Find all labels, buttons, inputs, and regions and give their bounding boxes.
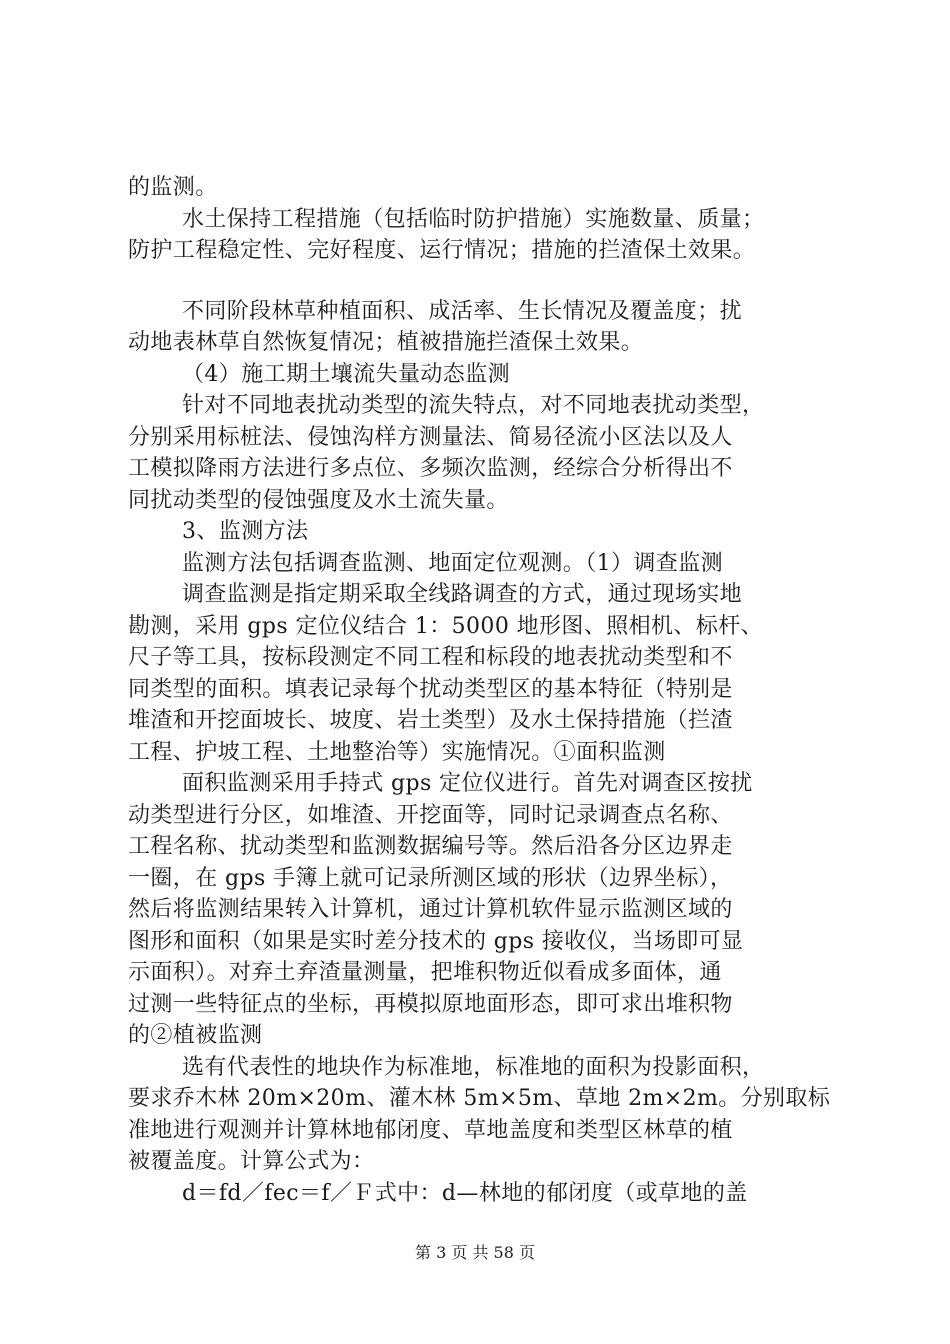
text-line: 一圈，在 gps 手簿上就可记录所测区域的形状（边界坐标）， bbox=[128, 865, 733, 891]
text-line: 图形和面积（如果是实时差分技术的 gps 接收仪，当场即可显 bbox=[128, 928, 744, 954]
text-line: 过测一些特征点的坐标，再模拟原地面形态，即可求出堆积物 bbox=[128, 991, 733, 1017]
text-line: 然后将监测结果转入计算机，通过计算机软件显示监测区域的 bbox=[128, 897, 733, 922]
text-line: 动地表林草自然恢复情况；植被措施拦渣保土效果。 bbox=[128, 330, 644, 355]
text-line: 工程名称、扰动类型和监测数据编号等。然后沿各分区边界走 bbox=[128, 834, 733, 859]
page-number-footer: 第 3 页 共 58 页 bbox=[415, 1243, 535, 1262]
section-heading: （4）施工期土壤流失量动态监测 bbox=[182, 361, 510, 387]
text-line: 被覆盖度。计算公式为： bbox=[128, 1149, 375, 1174]
text-line: 尺子等工具，按标段测定不同工程和标段的地表扰动类型和不 bbox=[128, 645, 733, 670]
text-line: 示面积）。对弃土弃渣量测量，把堆积物近似看成多面体，通 bbox=[128, 960, 722, 985]
text-line: 选有代表性的地块作为标准地，标准地的面积为投影面积， bbox=[182, 1054, 765, 1080]
text-line: 工程、护坡工程、土地整治等）实施情况。①面积监测 bbox=[128, 739, 666, 765]
text-line: 要求乔木林 20m×20m、灌木林 5m×5m、草地 2m×2m。分别取标 bbox=[128, 1086, 831, 1111]
document-body bbox=[128, 172, 838, 1209]
text-line: 面积监测采用手持式 gps 定位仪进行。首先对调查区按扰 bbox=[182, 771, 753, 796]
text-line: 针对不同地表扰动类型的流失特点，对不同地表扰动类型， bbox=[182, 393, 765, 418]
text-line: 工模拟降雨方法进行多点位、多频次监测，经综合分析得出不 bbox=[128, 456, 733, 481]
text-line: 同类型的面积。填表记录每个扰动类型区的基本特征（特别是 bbox=[128, 676, 733, 702]
paragraph-gap bbox=[128, 267, 838, 296]
text-line: 分别采用标桩法、侵蚀沟样方测量法、简易径流小区法以及人 bbox=[128, 424, 733, 450]
formula-line: d＝fd／fec＝f／Ｆ式中：d—林地的郁闭度（或草地的盖 bbox=[182, 1180, 748, 1206]
text-line: 不同阶段林草种植面积、成活率、生长情况及覆盖度；扰 bbox=[182, 298, 743, 324]
text-line: 同扰动类型的侵蚀强度及水土流失量。 bbox=[128, 487, 509, 513]
text-line: 防护工程稳定性、完好程度、运行情况；措施的拦渣保土效果。 bbox=[128, 238, 756, 263]
text-line: 勘测，采用 gps 定位仪结合 1：5000 地形图、照相机、标杆、 bbox=[128, 613, 764, 639]
text-line: 水土保持工程措施（包括临时防护措施）实施数量、质量； bbox=[182, 206, 765, 232]
text-line: 调查监测是指定期采取全线路调查的方式，通过现场实地 bbox=[182, 582, 743, 607]
section-heading: 3、监测方法 bbox=[182, 519, 309, 544]
text-line: 动类型进行分区，如堆渣、开挖面等，同时记录调查点名称、 bbox=[128, 802, 733, 828]
text-line: 的②植被监测 bbox=[128, 1023, 263, 1048]
text-line: 准地进行观测并计算林地郁闭度、草地盖度和类型区林草的植 bbox=[128, 1117, 733, 1143]
text-line: 监测方法包括调查监测、地面定位观测。（1）调查监测 bbox=[182, 550, 723, 576]
text-line: 堆渣和开挖面坡长、坡度、岩土类型）及水土保持措施（拦渣 bbox=[128, 708, 733, 733]
text-line: 的监测。 bbox=[128, 175, 218, 200]
